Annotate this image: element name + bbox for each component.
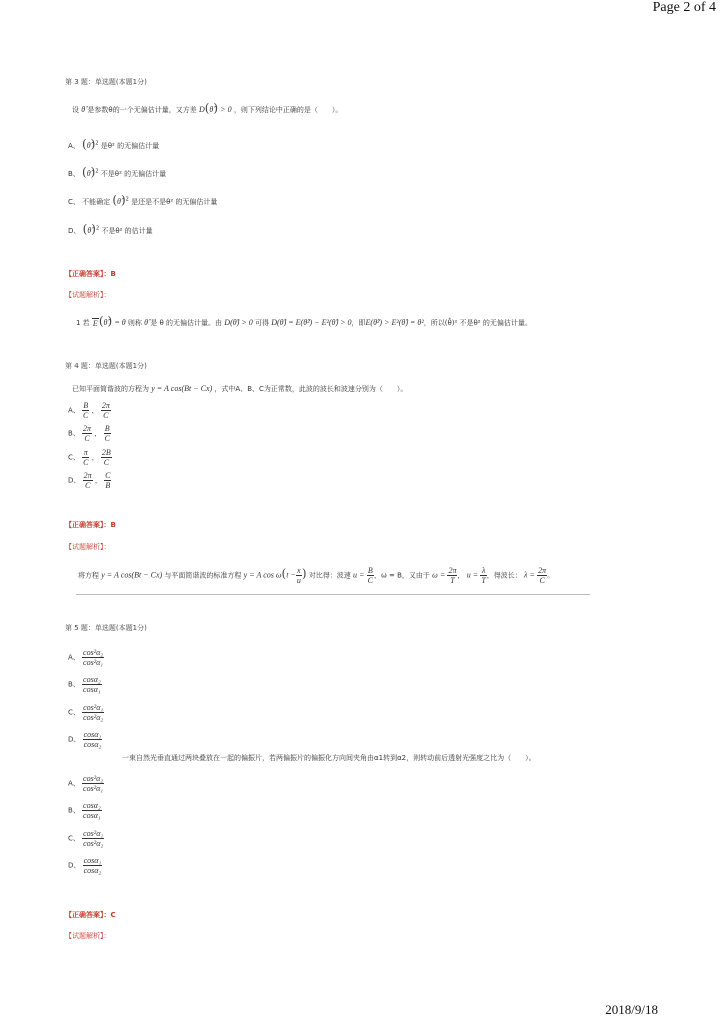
fraction-numerator: 2π [83, 424, 92, 433]
print-date: 2018/9/18 [605, 1002, 658, 1017]
explain-part: 。 [547, 571, 555, 580]
paren-close: ) [213, 101, 219, 115]
explain-part: ，所以(θ̂)² 不是θ² 的无偏估计量。 [423, 319, 532, 327]
q5-option-a-top[interactable] [68, 648, 104, 667]
q3-analysis-label: 【试题解析】： [65, 291, 111, 299]
fraction-denominator: C [367, 576, 373, 585]
q3-stem-part: 设 [72, 106, 79, 114]
fraction-denominator: C [84, 481, 91, 490]
exponent: 2 [125, 196, 129, 203]
option-letter: C、 [68, 198, 80, 206]
explanation-divider [76, 594, 590, 595]
paren-close: ) [107, 314, 113, 328]
option-letter: D、 [68, 476, 81, 485]
q5-option-c[interactable] [68, 829, 104, 848]
q3-option-b[interactable] [68, 165, 166, 179]
fraction-numerator: cosα₁ [83, 856, 102, 865]
fraction-denominator: T [481, 576, 486, 585]
fraction-numerator: 2B [101, 448, 111, 457]
explain-part: 可得 [254, 319, 269, 327]
paren-close: ) [90, 137, 96, 151]
q3-heading: 第 3 题：单选题(本题1分) [65, 78, 147, 86]
fraction-denominator: cosα₂ [83, 866, 102, 875]
q5-option-b[interactable] [68, 801, 102, 820]
option-letter: D、 [68, 227, 81, 235]
q4-option-c[interactable]: C、 $\frac{\pi}{C}$ ， $\frac{2B}{C}$ [68, 448, 111, 467]
q4-stem-part: ，式中A、B、C为正常数，此波的波长和波速分别为（ ）。 [214, 385, 408, 393]
q5-stem: 一束自然光垂直通过两块叠放在一起的偏振片，若两偏振片的偏振化方向间夹角由α1转到α2，则转动前后透射光强度之比为（ ）。 [122, 754, 536, 762]
option-fraction [83, 856, 103, 875]
q4-option-a[interactable]: A、 $\frac{B}{C}$ ， $\frac{2\pi}{C}$ [68, 401, 110, 420]
explain-part: 对比得：波速 [308, 571, 351, 580]
equation: = θ [114, 318, 126, 327]
wave-equation: y = A cos(Bt − Cx) [151, 384, 213, 393]
paren-close: ) [120, 193, 126, 207]
wavelength-fraction [537, 566, 547, 585]
fraction-numerator: 2π [538, 566, 547, 575]
option-fraction [82, 703, 104, 722]
standard-equation: y = A cos ω [243, 570, 282, 580]
option-fraction [104, 471, 111, 490]
q4-explanation [78, 566, 554, 585]
option-letter: D、 [68, 735, 81, 744]
explain-part: ， [457, 571, 465, 580]
option-letter: A、 [68, 142, 80, 150]
option-fraction [101, 448, 112, 467]
fraction-numerator: cos²α₁ [83, 829, 104, 838]
exponent: 2 [95, 168, 99, 175]
option-fraction [82, 424, 92, 443]
explain-part: ，得波长： [486, 571, 522, 580]
explain-part: ，ω = B，又由于 [373, 571, 430, 580]
paren-open: ( [98, 314, 104, 328]
q3-explanation [76, 314, 532, 328]
equation: u = [352, 570, 365, 580]
fraction-denominator: C [83, 458, 89, 467]
fraction-numerator: C [105, 471, 111, 480]
q5-option-d[interactable] [68, 856, 102, 875]
fraction-numerator: B [83, 401, 89, 410]
fraction-numerator: cos²α₂ [83, 774, 104, 783]
paren-open: ( [82, 222, 88, 236]
explain-part: 是 θ 的无偏估计量。由 [150, 319, 223, 327]
fraction-numerator: cos²α₁ [83, 703, 104, 712]
fraction-numerator: 2π [83, 471, 92, 480]
fraction-denominator: u [296, 576, 301, 585]
q4-heading: 第 4 题：单选题(本题1分) [65, 362, 147, 370]
theta-hat-symbol: θ̂ [117, 197, 121, 206]
q3-option-c[interactable] [68, 193, 217, 207]
option-fraction [82, 829, 104, 848]
q5-analysis-label: 【试题解析】： [65, 932, 111, 940]
option-fraction [82, 401, 89, 420]
equation: ω = [432, 570, 446, 580]
explain-part: 与平面简谐波的标准方程 [164, 571, 242, 580]
explain-part: ，即 [351, 319, 366, 327]
option-letter: D、 [68, 861, 81, 870]
paren-close: ) [301, 566, 307, 581]
paren-open: ( [112, 193, 118, 207]
q3-correct-answer: 【正确答案】：B [65, 270, 116, 278]
inequality: > 0 [220, 105, 232, 114]
fraction-denominator: C [103, 458, 110, 467]
theta-hat-symbol: θ̂ [86, 169, 91, 178]
q5-heading: 第 5 题：单选题(本题1分) [65, 624, 147, 632]
theta-hat-symbol: θ̂ [87, 226, 92, 235]
q5-option-c-top[interactable] [68, 703, 104, 722]
option-text: 不是θ² 的无偏估计量 [100, 170, 167, 178]
equation: D(θ̂) > 0 [224, 318, 253, 327]
exponent: 2 [95, 140, 99, 147]
paren-open: ( [281, 566, 287, 581]
fraction-denominator: cosα₂ [83, 740, 102, 749]
q3-stem-part: ，则下列结论中正确的是（ ）。 [233, 106, 343, 114]
q3-stem [72, 101, 342, 115]
q5-option-a[interactable] [68, 774, 104, 793]
page-number: Page 2 of 4 [652, 0, 716, 15]
fraction-denominator: C [539, 576, 545, 585]
fraction-denominator: C [83, 411, 89, 420]
q5-option-b-top[interactable] [68, 675, 102, 694]
time-symbol: t − [286, 570, 296, 580]
q5-option-d-top[interactable] [68, 730, 102, 749]
q4-stem-part: 已知平面简谐波的方程为 [72, 385, 149, 393]
fraction-denominator: cos²α₁ [83, 658, 104, 667]
option-letter: A、 [68, 406, 80, 415]
option-fraction [83, 730, 103, 749]
option-fraction [82, 801, 102, 820]
fraction-denominator: C [103, 411, 109, 420]
q4-correct-answer: 【正确答案】：B [65, 521, 116, 529]
explain-part: 将方程 [78, 571, 99, 580]
fraction-denominator: cos²α₂ [83, 713, 104, 722]
paren-close: ) [91, 222, 96, 236]
q4-option-b[interactable]: B、 $\frac{2\pi}{C}$ ， $\frac{B}{C}$ [68, 424, 110, 443]
equation: D(θ̂) = E(θ̂²) − E²(θ̂) > 0 [271, 318, 352, 327]
option-fraction [82, 648, 104, 667]
option-letter: B、 [68, 806, 80, 815]
paren-open: ( [82, 165, 87, 179]
fraction-numerator: cosα₂ [83, 801, 101, 810]
q5-correct-answer: 【正确答案】：C [65, 911, 116, 919]
fraction-denominator: cos²α₂ [83, 839, 104, 848]
fraction-numerator: cosα₂ [83, 675, 101, 684]
option-letter: A、 [68, 653, 80, 662]
fraction-numerator: 2π [448, 566, 457, 575]
option-text: 不能确定 [82, 198, 111, 206]
theta-hat-symbol: θ̂ [209, 105, 214, 114]
omega-fraction [447, 566, 457, 585]
option-text: 不是θ² 的估计量 [101, 227, 153, 235]
fraction-denominator: C [104, 434, 110, 443]
theta-hat-symbol: θ̂ [81, 105, 86, 114]
wave-equation: y = A cos(Bt − Cx) [101, 570, 163, 580]
variance-symbol: D [198, 105, 205, 114]
fraction-denominator: cosα₁ [83, 685, 101, 694]
q4-option-d[interactable]: D、 $\frac{2\pi}{C}$ ， $\frac{C}{B}$ [68, 471, 111, 490]
option-letter: C、 [68, 834, 80, 843]
option-letter: B、 [68, 429, 80, 438]
expectation-fraction [92, 318, 99, 328]
theta-hat-symbol: θ̂ [103, 318, 108, 327]
option-fraction [83, 471, 93, 490]
option-letter: A、 [68, 779, 80, 788]
option-text: 是还是不是θ² 的无偏估计量 [131, 198, 218, 206]
option-fraction [82, 675, 102, 694]
q3-stem-part: 是参数θ的一个无偏估计量，又方差 [87, 106, 197, 114]
equation: λ = [524, 570, 535, 580]
q3-option-a[interactable] [68, 137, 159, 151]
fraction-numerator: 2π [101, 401, 110, 410]
fraction-numerator: λ [481, 566, 486, 575]
option-fraction [104, 424, 111, 443]
fraction-numerator: cosα₁ [83, 730, 102, 739]
paren-open: ( [82, 137, 87, 151]
q3-option-d[interactable] [68, 222, 153, 236]
fraction-numerator: π [83, 448, 88, 457]
option-fraction [82, 774, 104, 793]
theta-hat-symbol: θ̂ [86, 141, 91, 150]
wave-speed-fraction [367, 566, 374, 585]
fraction-denominator: B [105, 481, 111, 490]
fraction-numerator: x [297, 566, 301, 575]
fraction-denominator: T [450, 576, 455, 585]
fraction-numerator: B [367, 566, 373, 575]
fraction-denominator: cos²α₁ [83, 784, 104, 793]
paren-open: ( [204, 101, 210, 115]
option-letter: B、 [68, 680, 80, 689]
explain-part: 则称 [127, 319, 142, 327]
option-text: 是θ² 的无偏估计量 [100, 142, 160, 150]
fraction-denominator: C [84, 434, 90, 443]
equation: E(θ̂²) > E²(θ̂) = θ² [365, 318, 424, 327]
option-letter: C、 [68, 453, 80, 462]
equation: u = [466, 570, 479, 580]
fraction-denominator: cosα₁ [83, 811, 101, 820]
option-fraction [101, 401, 111, 420]
option-letter: C、 [68, 708, 80, 717]
q4-analysis-label: 【试题解析】： [65, 543, 111, 551]
option-fraction [82, 448, 89, 467]
exponent: 2 [95, 225, 100, 232]
option-letter: B、 [68, 170, 80, 178]
fraction-numerator: cos²α₂ [83, 648, 104, 657]
fraction-denominator: E [92, 319, 98, 328]
fraction-numerator: B [104, 424, 110, 433]
paren-close: ) [90, 165, 96, 179]
q4-stem [72, 384, 407, 394]
explain-part: 1 若 [76, 319, 90, 327]
theta-hat-symbol: θ̂ [144, 318, 149, 327]
